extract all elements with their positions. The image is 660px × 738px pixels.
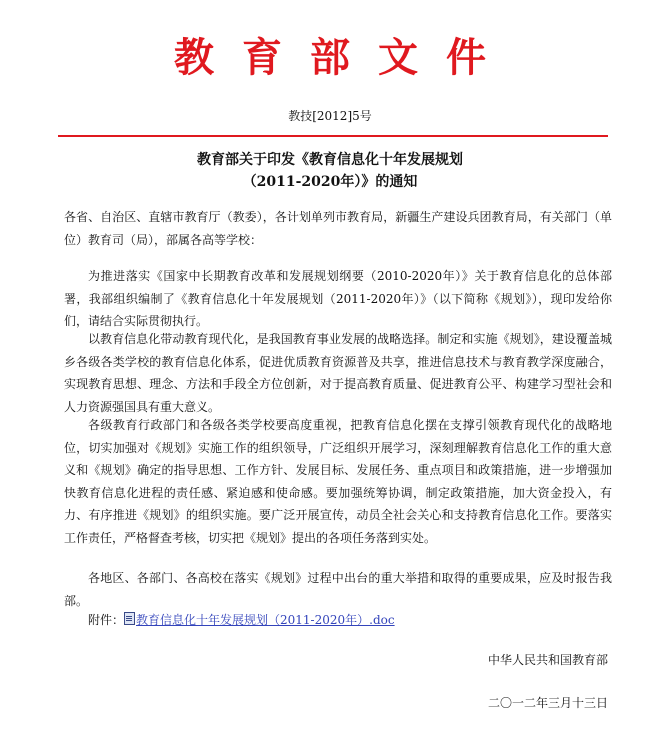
document-header-title: 教育部文件	[174, 34, 514, 81]
document-number: 教技[2012]5号	[288, 109, 372, 123]
notice-title	[0, 149, 660, 193]
signature-date: 二〇一二年三月十三日	[487, 696, 608, 710]
word-doc-icon[interactable]	[124, 612, 135, 625]
attachment-line	[88, 611, 395, 629]
body-paragraph-2: 以教育信息化带动教育现代化，是我国教育事业发展的战略选择。制定和实施《规划》，建设覆盖城乡各级各类学校的教育信息化体系，促进优质教育资源普及共享，推进信息技术与教育教学深度融合，实现教育思想、理念、方法和手段全方位创新，对于提高教育质量、促进教育公平、构建学习型社会和人力资源强国具有重大意义。	[64, 332, 612, 414]
attachment-label: 附件：	[88, 613, 125, 627]
notice-title-line-2: （2011-2020年）》的通知	[242, 174, 418, 190]
red-divider	[58, 135, 608, 137]
body-paragraph-1: 为推进落实《国家中长期教育改革和发展规划纲要（2010-2020年）》关于教育信息化的总体部署，我部组织编制了《教育信息化十年发展规划（2011-2020年）》（以下简称《规划》），现印发给你们，请结合实际贯彻执行。	[64, 269, 612, 328]
attachment-link[interactable]: 教育信息化十年发展规划（2011-2020年）.doc	[136, 613, 395, 627]
body-paragraph-3: 各级教育行政部门和各级各类学校要高度重视，把教育信息化摆在支撑引领教育现代化的战略地位，切实加强对《规划》实施工作的组织领导，广泛组织开展学习，深刻理解教育信息化工作的重大意义和《规划》确定的指导思想、工作方针、发展目标、发展任务、重点项目和政策措施，进一步增强加快教育信息化进程的责任感、紧迫感和使命感。要加强统筹协调，制定政策措施，加大资金投入，有力、有序推进《规划》的组织实施。要广泛开展宣传，动员全社会关心和支持教育信息化工作。要落实工作责任，严格督查考核，切实把《规划》提出的各项任务落到实处。	[64, 418, 612, 545]
addressee-paragraph: 各省、自治区、直辖市教育厅（教委），各计划单列市教育局，新疆生产建设兵团教育局，有关部门（单位）教育司（局），部属各高等学校：	[64, 210, 612, 247]
body-paragraph-4: 各地区、各部门、各高校在落实《规划》过程中出台的重大举措和取得的重要成果，应及时报告我部。	[64, 571, 612, 608]
notice-title-line-1: 教育部关于印发《教育信息化十年发展规划	[197, 152, 463, 168]
signature-organization: 中华人民共和国教育部	[487, 653, 608, 667]
